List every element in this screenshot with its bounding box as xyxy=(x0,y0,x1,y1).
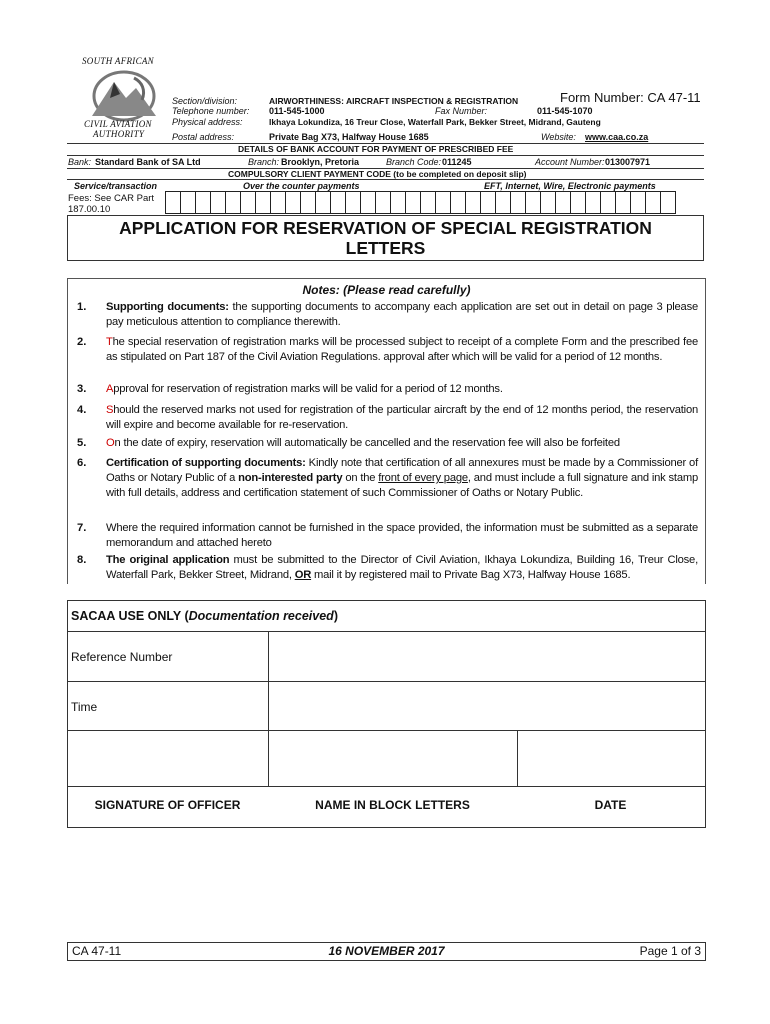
service-label: Service/transaction xyxy=(74,181,158,191)
fax-label: Fax Number: xyxy=(435,106,488,116)
branch-code-label: Branch Code: xyxy=(386,157,442,167)
signature-field[interactable] xyxy=(68,731,268,786)
footer-page-number: Page 1 of 3 xyxy=(639,944,701,958)
name-field[interactable] xyxy=(269,731,517,786)
telephone-label: Telephone number: xyxy=(172,106,250,116)
bank-heading: DETAILS OF BANK ACCOUNT FOR PAYMENT OF PRESCRIBED FEE xyxy=(238,144,514,154)
logo-top-text: SOUTH AFRICAN xyxy=(82,56,154,66)
footer-date: 16 NOVEMBER 2017 xyxy=(328,944,445,958)
website-link[interactable]: www.caa.co.za xyxy=(585,132,649,142)
footer-form-code: CA 47-11 xyxy=(72,944,122,958)
eft-label: EFT, Internet, Wire, Electronic payments xyxy=(484,181,656,191)
account-label: Account Number: xyxy=(535,157,605,167)
branch-label: Branch: xyxy=(248,157,280,167)
website-label: Website: xyxy=(541,132,576,142)
time-label: Time xyxy=(71,700,98,714)
physical-value: Ikhaya Lokundiza, 16 Treur Close, Waterfall Park, Bekker Street, Midrand, Gauteng xyxy=(269,117,601,127)
sacaa-heading: SACAA USE ONLY (Documentation received) xyxy=(71,609,338,623)
physical-label: Physical address: xyxy=(172,117,243,127)
notes-title: Notes: (Please read carefully) xyxy=(302,283,471,297)
section-label: Section/division: xyxy=(172,96,238,106)
footer xyxy=(67,942,706,961)
payment-code-boxes[interactable] xyxy=(165,191,677,215)
date-label: DATE xyxy=(594,798,627,812)
branch-code-value: 011245 xyxy=(442,157,472,167)
fees-line-2: 187.00.10 xyxy=(68,204,111,215)
notes-box: Notes: (Please read carefully) 1. Supporting documents: the supporting documents to accompany each application are set out in detail on page 3 please pay meticulous attention to compliance therewith. 2. The special reservation of registration marks will be processed subject to receipt of a complete Form and the prescribed fee as stipulated on Part 187 of the Civil Aviation Regulations. approval after which will be valid for a period of 12 months. 3. Approval for reservation of registration marks will be valid for a period of 12 months. 4. Should the reserved marks not used for registration of the particular aircraft by the end of 12 months period, the reservation will expire and become available for re-reservation. 5. On the date of expiry, reservation will automatically be cancelled and the reservation fee will also be forfeited 6. Certification of supporting documents: Kindly note that certification of all annexures must be made by a Commissioner of Oaths or Notary Public of a non-interested party on the front of every page, and must include a full signature and ink stamp with full details, address and certification statement of such Commissioner of Oaths or Notary Public. 7. Where the required information cannot be furnished in the space provided, the information must be submitted as a separate memorandum and attached hereto 8. The original application must be submitted to the Director of Civil Aviation, Ikhaya Lokundiza, Building 16, Treur Close, Waterfall Park, Bekker Street, Midrand, OR mail it by registered mail to Private Bag X73, Halfway House 1685. xyxy=(67,278,706,584)
page-title-line-1: APPLICATION FOR RESERVATION OF SPECIAL REGISTRATION xyxy=(119,218,652,238)
name-in-block-letters-label: NAME IN BLOCK LETTERS xyxy=(315,798,470,812)
fax-value: 011-545-1070 xyxy=(537,106,593,116)
logo-bottom-text-2: AUTHORITY xyxy=(93,129,145,139)
client-code-heading: COMPULSORY CLIENT PAYMENT CODE (to be completed on deposit slip) xyxy=(228,169,527,179)
signature-of-officer-label: SIGNATURE OF OFFICER xyxy=(94,798,241,812)
caa-logo-icon xyxy=(84,68,164,122)
form-number: Form Number: CA 47-11 xyxy=(560,90,701,105)
postal-label: Postal address: xyxy=(172,132,235,142)
reference-number-label: Reference Number xyxy=(71,650,173,664)
date-field[interactable] xyxy=(518,731,704,786)
counter-label: Over the counter payments xyxy=(243,181,360,191)
bank-value: Standard Bank of SA Ltd xyxy=(95,157,201,167)
time-field[interactable] xyxy=(269,682,704,730)
telephone-value: 011-545-1000 xyxy=(269,106,325,116)
reference-number-field[interactable] xyxy=(269,632,704,680)
branch-value: Brooklyn, Pretoria xyxy=(281,157,360,167)
bank-label: Bank: xyxy=(68,157,92,167)
postal-value: Private Bag X73, Halfway House 1685 xyxy=(269,132,429,142)
logo-bottom-text-1: CIVIL AVIATION xyxy=(84,119,152,129)
page-title-line-2: LETTERS xyxy=(345,238,426,258)
fees-line-1: Fees: See CAR Part xyxy=(68,193,155,204)
account-value: 013007971 xyxy=(605,157,651,167)
section-value: AIRWORTHINESS: AIRCRAFT INSPECTION & REGISTRATION xyxy=(269,96,519,106)
